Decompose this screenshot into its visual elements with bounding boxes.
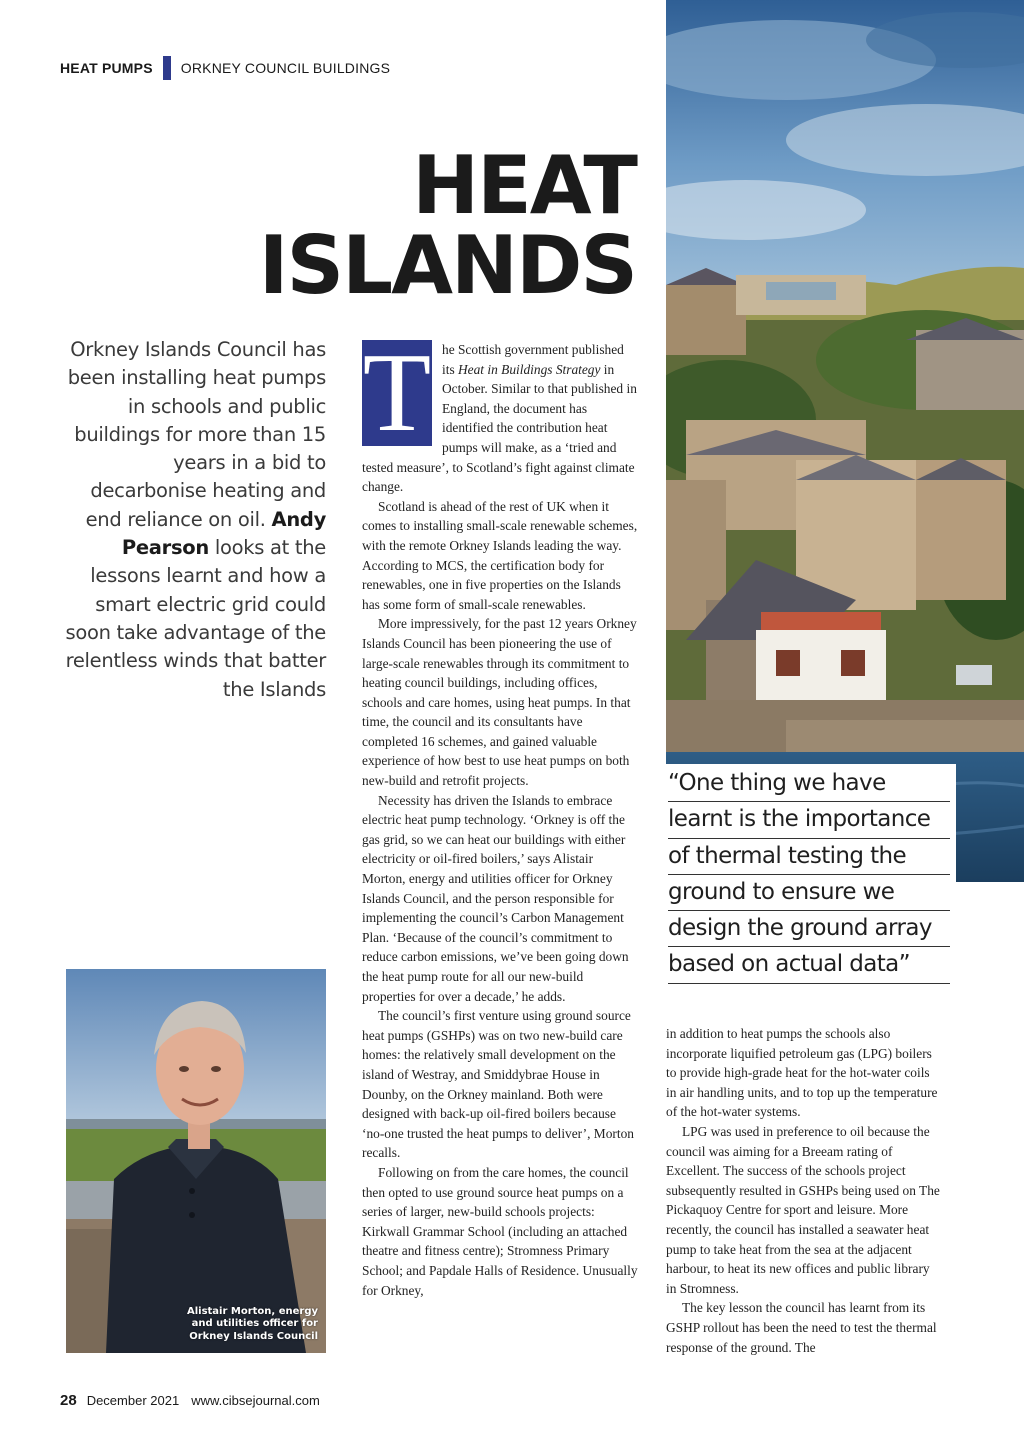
body-paragraph: Scotland is ahead of the rest of UK when it comes to installing small-scale renewable schemes, with the remote Orkney Islands leading the way. According to MCS, the certification body for renewables, one in five properties on the Islands has some form of small-scale renewables. [362,498,638,612]
body-paragraph [362,331,638,497]
body-paragraph: in addition to heat pumps the schools also incorporate liquified petroleum gas (LPG) boilers to provide high-grade heat for the hot-water coils in air handling units, and to top up the temperature of the hot-water systems. [666,1026,938,1120]
article-title [200,139,636,312]
standfirst [52,336,326,704]
body-paragraph: The council’s first venture using ground source heat pumps (GSHPs) was on two new-build care homes: the relatively small development on the island of Westray, and Smiddybrae House in Dounby, on the Orkney mainland. Both were designed with back-up oil-fired boilers because ‘no-one trusted the heat pumps to deliver’, Morton recalls. [362,1008,634,1161]
portrait-illustration [66,969,326,1353]
body-paragraph: LPG was used in preference to oil because the council was aiming for a Breeam rating of Excellent. The success of the schools project subsequently resulted in GSHPs being used on The Pickaquoy Centre for sport and leisure. More recently, the council has installed a seawater heat pump to take heat from the sea at the adjacent harbour, to heat its new offices and public library in Stromness. [666,1123,940,1296]
stromness-town-photo [666,0,1024,882]
caption-line: Alistair Morton, energy [186,1305,318,1317]
body-text: in October. Similar to that published in England, the document has identified the contribution heat pumps will make, as a ‘tried and tested measure’, to Scotland’s fight against climate change. [362,361,637,495]
report-title: Heat in Buildings Strategy [458,361,601,377]
website-url: www.cibsejournal.com [191,1393,320,1408]
subsection-label: ORKNEY COUNCIL BUILDINGS [180,60,391,76]
pull-quote-line: of thermal testing the [668,839,950,875]
section-header [60,56,390,80]
drop-cap: T [362,331,432,455]
town-illustration [666,0,1024,882]
caption-line: Orkney Islands Council [189,1330,318,1342]
header-divider-bar [163,56,171,80]
author-name: Andy Pearson [121,507,326,560]
photo-caption [168,1306,318,1344]
pull-quote-line: learnt is the importance [668,802,950,838]
caption-line: and utilities officer for [191,1318,318,1329]
body-paragraph: Necessity has driven the Islands to embrace electric heat pump technology. ‘Orkney is off the gas grid, so we can heat our buildings with either electricity or oil-fired boilers,’ says Alistair Morton, energy and utilities officer for Orkney Islands Council, and the person responsible for implementing the council’s Carbon Management Plan. ‘Because of the council’s commitment to reduce carbon emissions, we’ve been going down the heat pump route for all our new-build properties for over a decade,’ he adds. [362,792,629,1004]
portrait-photo [66,969,326,1353]
body-paragraph: More impressively, for the past 12 years Orkney Islands Council has been pioneering the use of large-scale renewables through its commitment to heating council buildings, including offices, schools and care homes, using heat pumps. In that time, the council and its consultants have completed 16 schemes, and gained valuable experience of how best to use heat pumps on both new-build and retrofit projects. [362,616,637,789]
pull-quote-line: design the ground array [668,911,950,947]
pull-quote [660,764,956,992]
body-text: he Scottish government published its [442,342,624,377]
title-line-2: ISLANDS [258,219,636,312]
pull-quote-line: “One thing we have [668,766,950,802]
body-paragraph: Following on from the care homes, the council then opted to use ground source heat pumps on a series of larger, new-build schools projects: Kirkwall Grammar School (including an attached theatre and fitness centre); Stromness Primary School; and Papdale Halls of Residence. Unusually for Orkney, [362,1164,638,1298]
body-paragraph: The key lesson the council has learnt from its GSHP rollout has been the need to test the thermal response of the ground. The [666,1300,937,1355]
page-footer [60,1392,320,1409]
pull-quote-line: ground to ensure we [668,875,950,911]
page-number: 28 [60,1392,77,1409]
title-line-1: HEAT [412,139,636,232]
standfirst-lead: Orkney Islands Council has been installing heat pumps in schools and public buildings for more than 15 years in a bid to decarbonise heating and end reliance on oil. [67,338,326,531]
body-column-1 [362,331,638,1300]
body-column-2 [666,1024,942,1357]
section-label: HEAT PUMPS [60,60,153,76]
issue-date: December 2021 [86,1393,180,1408]
pull-quote-line: based on actual data” [668,947,950,983]
standfirst-tail: looks at the lessons learnt and how a smart electric grid could soon take advantage of the relentless winds that batter the Islands [65,536,326,701]
